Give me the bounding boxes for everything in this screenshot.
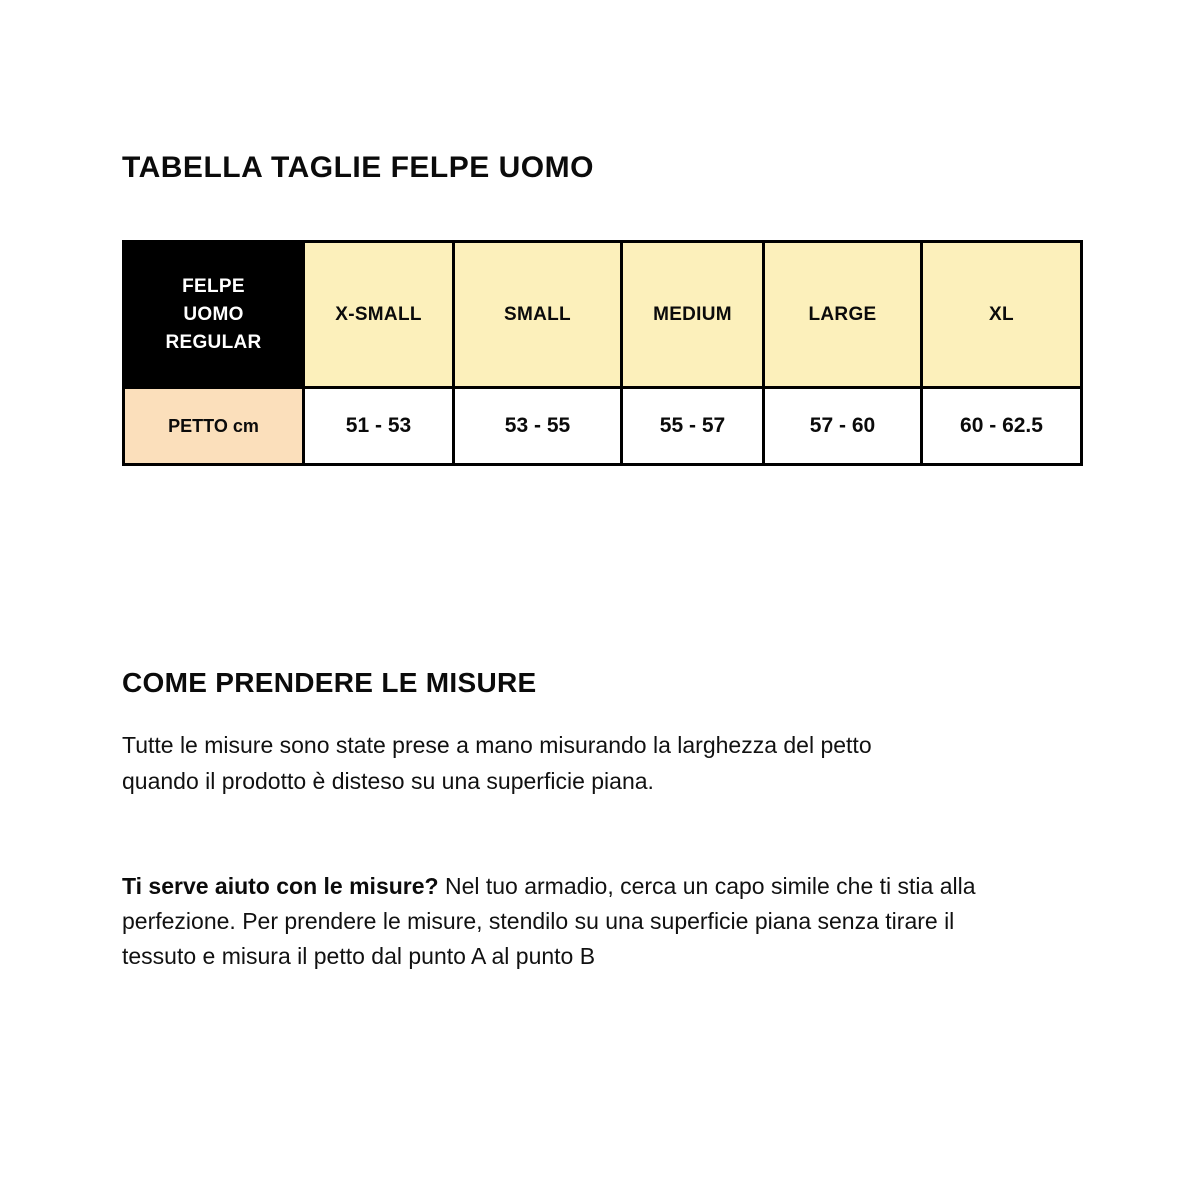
size-value-xsmall: 51 - 53 [304, 388, 454, 465]
help-question-bold: Ti serve aiuto con le misure? [122, 873, 439, 899]
size-value-large: 57 - 60 [764, 388, 922, 465]
corner-header-line-3: REGULAR [165, 331, 262, 353]
size-table [122, 240, 1083, 466]
size-table-header-row [124, 242, 1082, 388]
size-column-header-xsmall: X-SMALL [304, 242, 454, 388]
help-line-2: perfezione. Per prendere le misure, stendilo su una superficie piana senza tirare il [122, 908, 955, 934]
intro-line-1: Tutte le misure sono state prese a mano misurando la larghezza del petto [122, 732, 872, 758]
size-column-header-small: SMALL [454, 242, 622, 388]
corner-header-line-1: FELPE [182, 275, 245, 297]
size-table-data-row [124, 388, 1082, 465]
size-column-header-medium: MEDIUM [622, 242, 764, 388]
size-value-small: 53 - 55 [454, 388, 622, 465]
help-line-3: tessuto e misura il petto dal punto A al punto B [122, 943, 596, 969]
measure-intro-paragraph [122, 727, 1078, 799]
measure-section-title: COME PRENDERE LE MISURE [122, 667, 537, 698]
intro-line-2: quando il prodotto è disteso su una superficie piana. [122, 768, 654, 794]
measure-help-paragraph [122, 869, 1078, 974]
size-value-xl: 60 - 62.5 [922, 388, 1082, 465]
size-column-header-large: LARGE [764, 242, 922, 388]
size-value-medium: 55 - 57 [622, 388, 764, 465]
row-label-cell-petto: PETTO cm [124, 388, 304, 465]
size-column-header-xl: XL [922, 242, 1082, 388]
page-title: TABELLA TAGLIE FELPE UOMO [122, 151, 594, 184]
help-line-1-rest: Nel tuo armadio, cerca un capo simile che ti stia alla [438, 873, 976, 899]
corner-header-line-2: UOMO [183, 303, 244, 325]
corner-header-cell [124, 242, 304, 388]
